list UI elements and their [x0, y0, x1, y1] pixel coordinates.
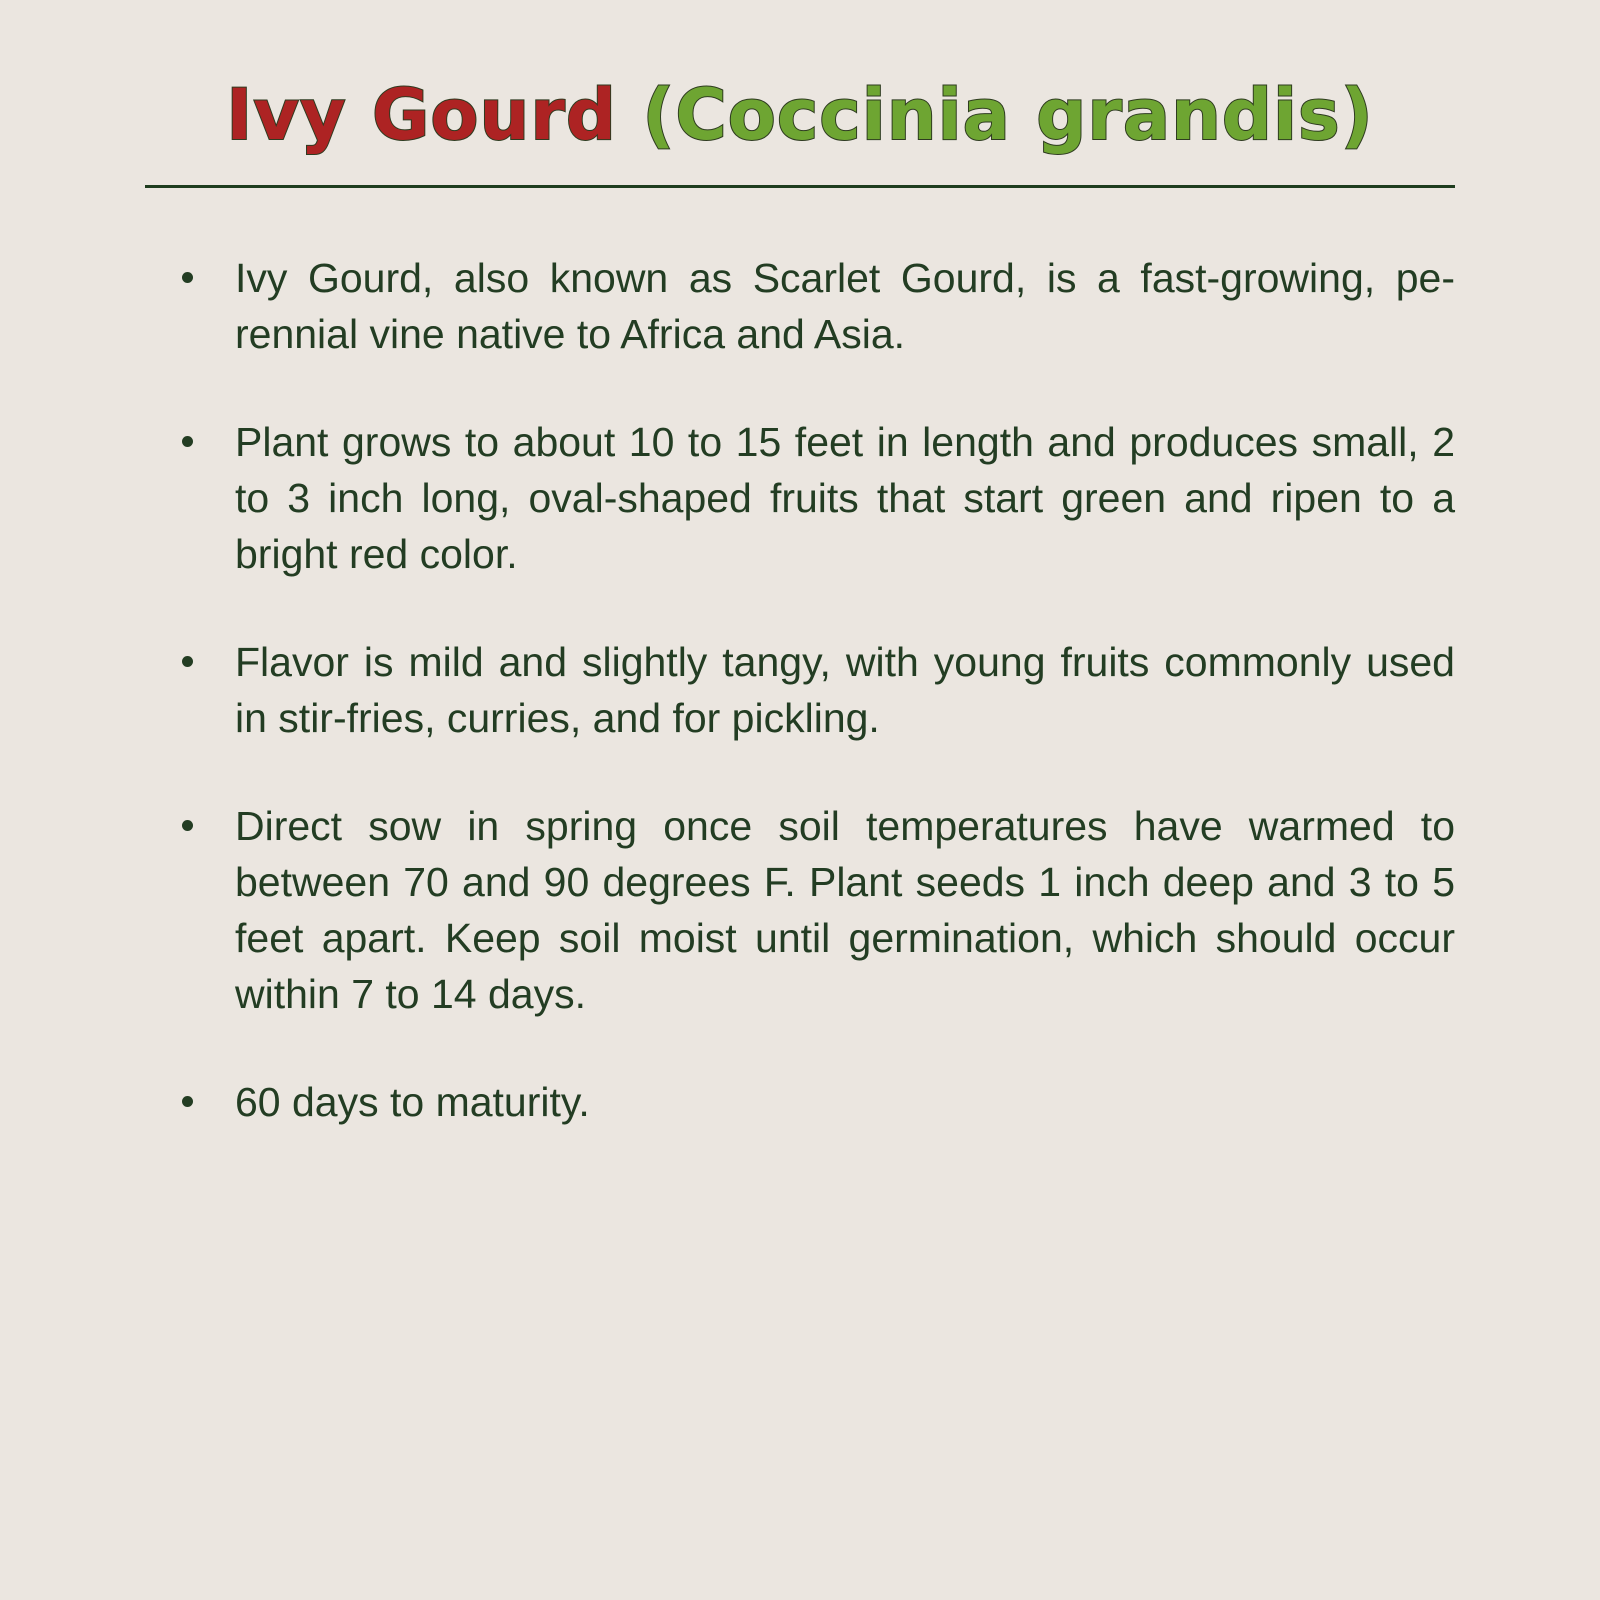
list-item — [180, 798, 1455, 1022]
fact-text: Direct sow in spring once soil temperatures have warmed to between 70 and 90 degrees F. Plant seeds 1 inch deep and 3 to 5 feet apart. Keep soil moist until germination, which should occur within 7 to 14 days. — [235, 803, 1455, 1017]
list-item — [180, 634, 1455, 746]
list-item — [180, 1074, 1455, 1130]
bullet-icon — [182, 656, 193, 667]
bullet-icon — [182, 436, 193, 447]
fact-text: Ivy Gourd, also known as Scarlet Gourd, is a fast-growing, pe-rennial vine native to Africa and Asia. — [235, 255, 1455, 357]
fact-text: 60 days to maturity. — [235, 1079, 590, 1125]
list-item — [180, 414, 1455, 582]
scientific-name: (Coccinia grandis) — [642, 74, 1374, 156]
page-title — [0, 70, 1600, 160]
bullet-icon — [182, 820, 193, 831]
fact-text: Plant grows to about 10 to 15 feet in length and produces small, 2 to 3 inch long, oval-shaped fruits that start green and ripen to a bright red color. — [235, 419, 1455, 577]
bullet-icon — [182, 272, 193, 283]
title-divider — [145, 185, 1455, 188]
fact-text: Flavor is mild and slightly tangy, with young fruits commonly used in stir-fries, curries, and for pickling. — [235, 639, 1455, 741]
list-item — [180, 250, 1455, 362]
bullet-icon — [182, 1096, 193, 1107]
common-name: Ivy Gourd — [226, 74, 617, 156]
facts-list — [180, 250, 1455, 1182]
